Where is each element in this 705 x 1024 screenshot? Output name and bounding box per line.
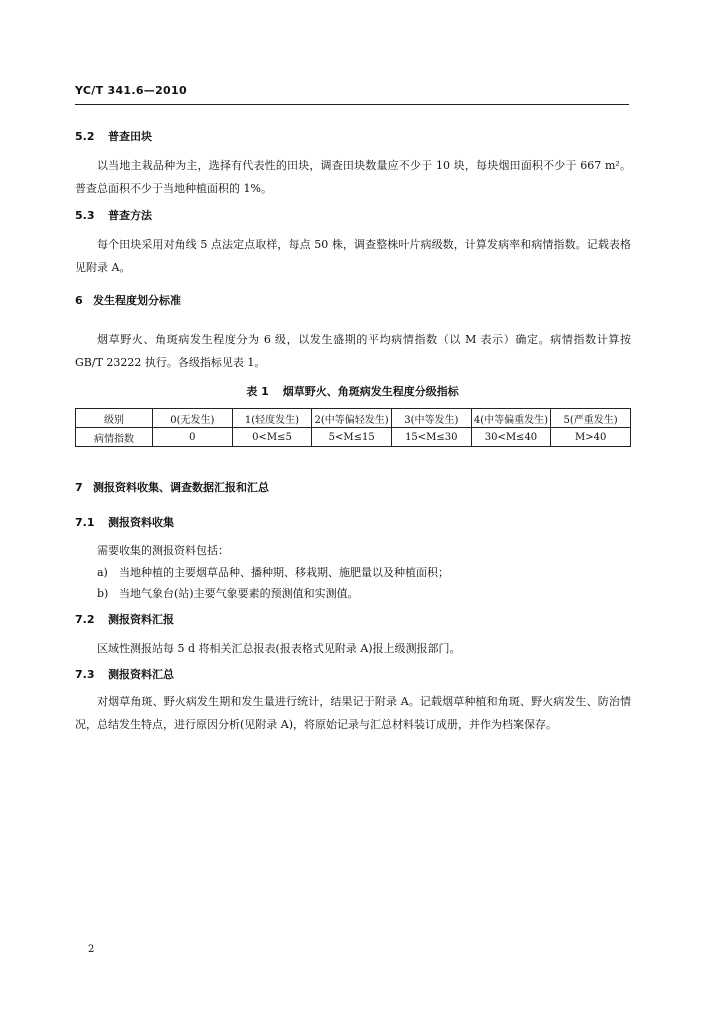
list-text: 当地气象台(站)主要气象要素的预测值和实测值。 — [119, 587, 359, 600]
table-row — [76, 428, 631, 447]
table-title: 烟草野火、角斑病发生程度分级指标 — [282, 385, 459, 398]
section-number: 7 — [75, 481, 83, 494]
section-number: 7.1 — [75, 516, 95, 529]
table-cell: 0(无发生) — [153, 409, 233, 428]
table-row — [76, 409, 631, 428]
table-cell: 3(中等发生) — [391, 409, 471, 428]
table-cell: 30<M≤40 — [471, 428, 551, 447]
section-5-3-body: 每个田块采用对角线 5 点法定点取样，每点 50 株，调查整株叶片病级数，计算发病率和病情指数。记载表格见附录 A。 — [75, 238, 631, 274]
table-cell: 5(严重发生) — [551, 409, 631, 428]
section-7-2-body: 区域性测报站每 5 d 将相关汇总报表(报表格式见附录 A)报上级测报部门。 — [97, 642, 461, 655]
table-cell: 级别 — [76, 409, 153, 428]
section-5-3-heading — [75, 207, 152, 223]
section-7-1-intro: 需要收集的测报资料包括： — [97, 544, 229, 557]
section-7-heading — [75, 479, 269, 495]
section-title: 测报资料收集、调查数据汇报和汇总 — [93, 481, 269, 494]
table-cell: 15<M≤30 — [391, 428, 471, 447]
page-number: 2 — [88, 944, 95, 955]
section-6-heading — [75, 292, 181, 308]
list-marker: a) — [97, 566, 108, 579]
section-number: 7.2 — [75, 613, 95, 626]
section-title: 发生程度划分标准 — [93, 294, 181, 307]
standard-code: YC/T 341.6—2010 — [75, 84, 187, 97]
header-rule — [75, 104, 629, 105]
table-cell: 0<M≤5 — [232, 428, 312, 447]
table-cell: M>40 — [551, 428, 631, 447]
list-item — [97, 564, 449, 580]
table-cell: 1(轻度发生) — [232, 409, 312, 428]
table-cell: 2(中等偏轻发生) — [312, 409, 392, 428]
table-cell: 0 — [153, 428, 233, 447]
table-number: 表 1 — [246, 385, 269, 398]
table-cell: 4(中等偏重发生) — [471, 409, 551, 428]
section-title: 普查田块 — [108, 130, 152, 143]
list-text: 当地种植的主要烟草品种、播种期、移栽期、施肥量以及种植面积； — [119, 566, 449, 579]
section-7-2-heading — [75, 611, 174, 627]
list-marker: b) — [97, 587, 109, 600]
section-5-2-heading — [75, 128, 152, 144]
section-title: 测报资料汇报 — [108, 613, 174, 626]
table-cell: 5<M≤15 — [312, 428, 392, 447]
grade-table — [75, 408, 631, 447]
section-6-body: 烟草野火、角斑病发生程度分为 6 级，以发生盛期的平均病情指数（以 M 表示）确定。病情指数计算按 GB/T 23222 执行。各级指标见表 1。 — [75, 333, 631, 369]
section-number: 5.3 — [75, 209, 95, 222]
section-5-2-body: 以当地主栽品种为主，选择有代表性的田块，调查田块数量应不少于 10 块，每块烟田面积不少于 667 m²。普查总面积不少于当地种植面积的 1%。 — [75, 159, 631, 195]
list-item — [97, 585, 359, 601]
section-title: 普查方法 — [108, 209, 152, 222]
table-caption — [0, 383, 705, 399]
section-number: 7.3 — [75, 668, 95, 681]
table-cell: 病情指数 — [76, 428, 153, 447]
section-number: 6 — [75, 294, 83, 307]
section-number: 5.2 — [75, 130, 95, 143]
section-7-1-heading — [75, 514, 174, 530]
section-7-3-body: 对烟草角斑、野火病发生期和发生量进行统计，结果记于附录 A。记载烟草种植和角斑、野火病发生、防治情况，总结发生特点，进行原因分析(见附录 A)，将原始记录与汇总材料装订成册，并作为档案保存。 — [75, 695, 631, 731]
section-title: 测报资料收集 — [108, 516, 174, 529]
section-title: 测报资料汇总 — [108, 668, 174, 681]
section-7-3-heading — [75, 666, 174, 682]
